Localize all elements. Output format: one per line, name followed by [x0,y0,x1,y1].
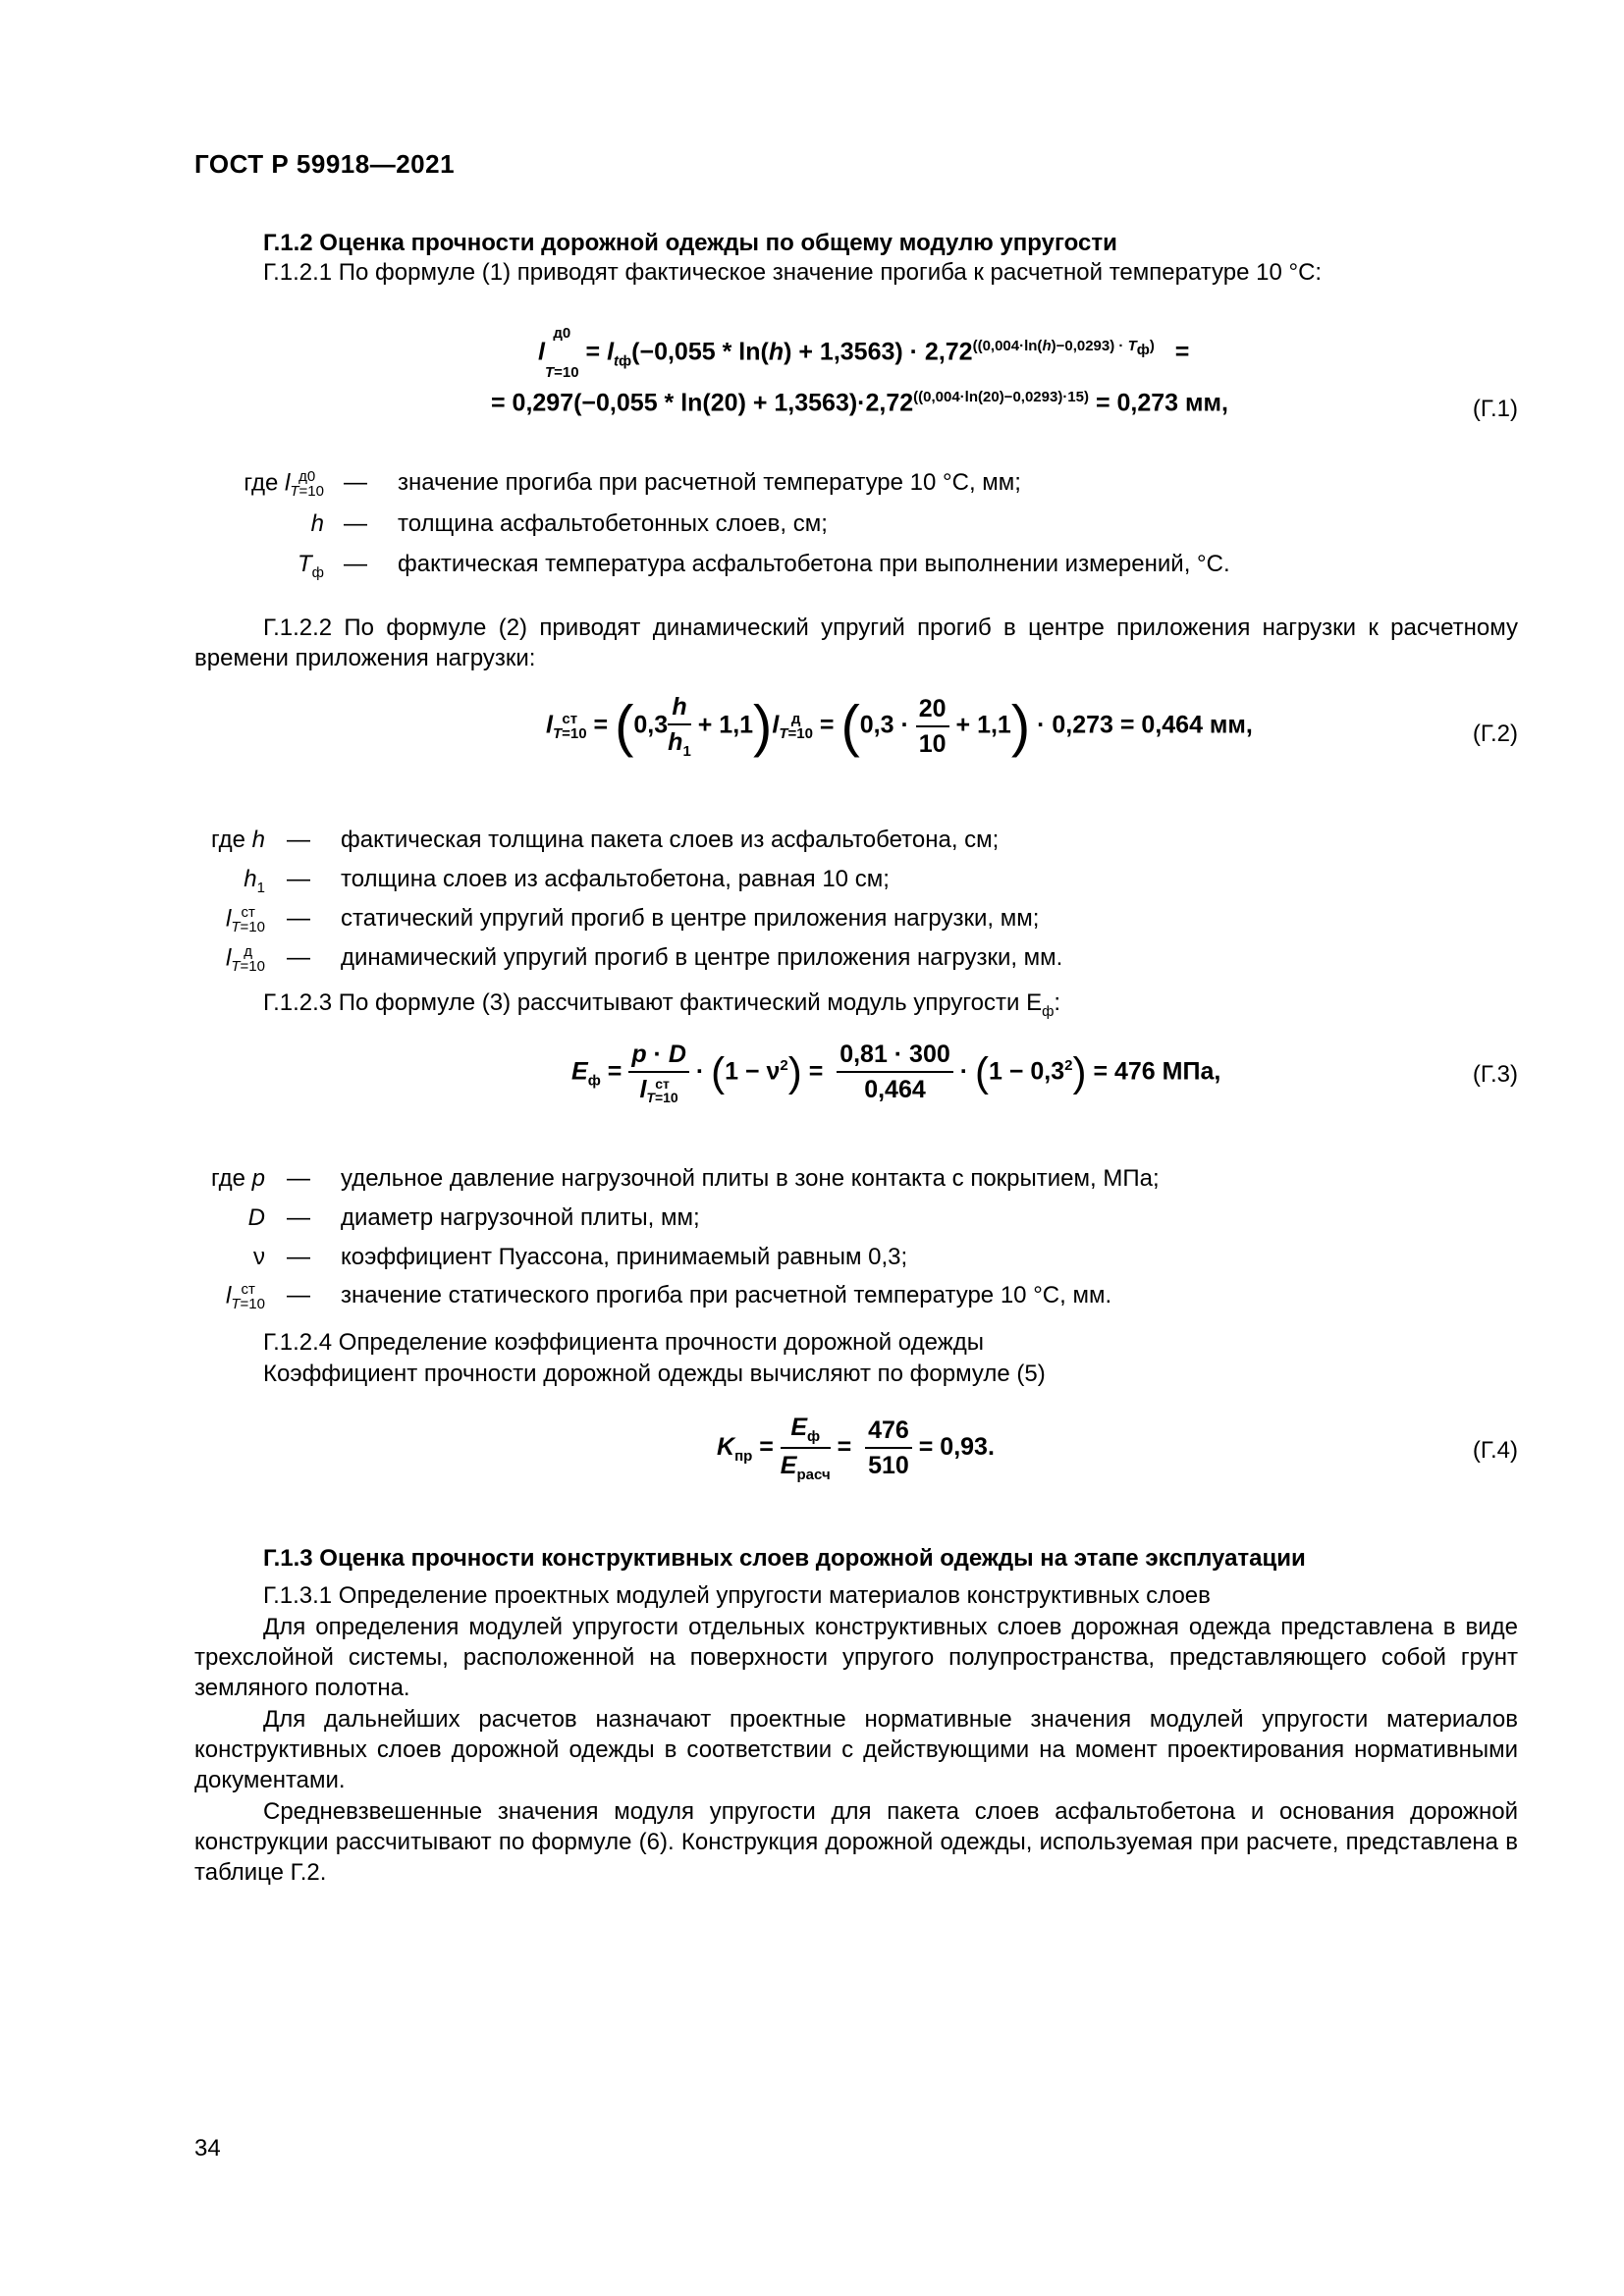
legend-text: статический упругий прогиб в центре приложения нагрузки, мм; [341,905,1040,932]
formula-number-1: (Г.1) [1472,396,1518,422]
paragraph-1-2-4-title: Г.1.2.4 Определение коэффициента прочности дорожной одежды [263,1329,985,1356]
formula-number-4: (Г.4) [1472,1437,1518,1464]
legend-text: фактическая толщина пакета слоев из асфальтобетона, см; [341,827,1000,853]
formula-1-line2: = $0,297(-0,055 * \ln(20) + 1,3563)\cdot 2,72^{((0,004\cdot ln(20)-0,0293)\cdot 15)} = 0,273$ мм, [491,389,1228,417]
formula-2: l ст T=10 = (0,3 $\frac{h}{h_1}$ + 1,1)l д T=10 = (0,3 · $\frac{20}{10}$ + 1,1) · 0,273 = 0,464 мм, [546,693,1253,760]
legend-row: l ст T=10 — статический упругий прогиб в центре приложения нагрузки, мм; [0,905,1624,940]
formula-3: $E_ф$ = p · D l ст T=10 · $(1 - \nu^2)$ = $\frac{0,81 \cdot 300}{0,464}$ · $(1 - 0,3^2) = 476$ МПа, [571,1041,1221,1106]
legend-row: ν — коэффициент Пуассона, принимаемый равным 0,3; [0,1244,1624,1279]
page-number: 34 [194,2135,221,2162]
legend-symbol: $T_ф$ [297,551,324,581]
legend-symbol: l ст T=10 [226,904,265,935]
legend-text: толщина асфальтобетонных слоев, см; [398,510,828,537]
legend-row: где p — удельное давление нагрузочной плиты в зоне контакта с покрытием, МПа; [0,1165,1624,1201]
paragraph-1-2-4-text: Коэффициент прочности дорожной одежды вычисляют по формуле (5) [263,1361,1046,1387]
legend-text: толщина слоев из асфальтобетона, равная 10 см; [341,866,890,892]
legend-text: коэффициент Пуассона, принимаемый равным 0,3; [341,1244,908,1270]
legend-row: $T_ф$ — фактическая температура асфальтобетона при выполнении измерений, °С. [0,551,1624,586]
legend-text: фактическая температура асфальтобетона при выполнении измерений, °С. [398,551,1230,577]
paragraph-1-3-3: Для дальнейших расчетов назначают проектные нормативные значения модулей упругости материалов конструктивных слоев дорожной одежды в соответствии с действующими на момент проектирования нормативными документами. [194,1706,1518,1793]
formula-4: $K_{пр}$ = $\frac{E_ф}{E_{расч}}$ = $\frac{476}{510}$ = 0,93. [717,1414,995,1483]
legend-row: $h_1$ — толщина слоев из асфальтобетона, равная 10 см; [0,866,1624,901]
paragraph-1-3-2: Для определения модулей упругости отдельных конструктивных слоев дорожная одежда представлена в виде трехслойной системы, расположенной на поверхности упругого полупространства, представляющего собой грунт земляного полотна. [194,1614,1518,1701]
legend-symbol: где p [210,1165,265,1192]
legend-row: h — толщина асфальтобетонных слоев, см; [0,510,1624,546]
paragraph-1-2-2: Г.1.2.2 По формуле (2) приводят динамический упругий прогиб в центре приложения нагрузки к расчетному времени приложения нагрузки: [194,614,1518,671]
legend-row: l д T=10 — динамический упругий прогиб в центре приложения нагрузки, мм. [0,944,1624,980]
legend-symbol: l ст T=10 [226,1281,265,1312]
legend-symbol: ν [253,1244,265,1270]
formula-1-line1: $l^{д0}$ $_{T=10} = l_{tф}(-0,055 * \ln(h) + 1,3563) \cdot 2,72^{((0,004\cdot ln(h)-0,0293) \cdot T_ф)}$ = [538,325,1190,382]
legend-text: удельное давление нагрузочной плиты в зоне контакта с покрытием, МПа; [341,1165,1160,1192]
legend-text: значение прогиба при расчетной температуре 10 °С, мм; [398,469,1021,496]
formula-number-2: (Г.2) [1472,721,1518,747]
legend-symbol: где l д0 T=10 [244,468,324,500]
legend-row: где h — фактическая толщина пакета слоев из асфальтобетона, см; [0,827,1624,862]
legend-text: динамический упругий прогиб в центре приложения нагрузки, мм. [341,944,1063,971]
paragraph-1-2-1: Г.1.2.1 По формуле (1) приводят фактическое значение прогиба к расчетной температуре 10 °С: [263,259,1323,286]
paragraph-1-2-3: Г.1.2.3 По формуле (3) рассчитывают фактический модуль упругости $E_ф$: [263,989,1061,1020]
legend-row: где l д0 T=10 — значение прогиба при расчетной температуре 10 °С, мм; [0,469,1624,505]
legend-symbol: h [310,510,324,537]
paragraph-1-3-4: Средневзвешенные значения модуля упругости для пакета слоев асфальтобетона и основания дорожной конструкции рассчитывают по формуле (6). Конструкция дорожной одежды, используемая при расчете, представлена в таблице Г.2. [194,1798,1518,1886]
legend-symbol: где h [210,827,265,853]
document-code: ГОСТ Р 59918—2021 [194,149,456,179]
formula-number-3: (Г.3) [1472,1061,1518,1088]
legend-row: l ст T=10 — значение статического прогиба при расчетной температуре 10 °С, мм. [0,1282,1624,1317]
section-heading-1-3: Г.1.3 Оценка прочности конструктивных слоев дорожной одежды на этапе эксплуатации [263,1545,1306,1572]
legend-symbol: D [247,1204,265,1231]
section-heading-1-2: Г.1.2 Оценка прочности дорожной одежды по общему модулю упругости [263,230,1117,256]
paragraph-1-3-1: Г.1.3.1 Определение проектных модулей упругости материалов конструктивных слоев [263,1582,1211,1609]
legend-text: значение статического прогиба при расчетной температуре 10 °С, мм. [341,1282,1112,1308]
legend-symbol: $h_1$ [244,866,265,896]
legend-symbol: l д T=10 [226,943,265,975]
legend-row: D — диаметр нагрузочной плиты, мм; [0,1204,1624,1240]
legend-text: диаметр нагрузочной плиты, мм; [341,1204,700,1231]
